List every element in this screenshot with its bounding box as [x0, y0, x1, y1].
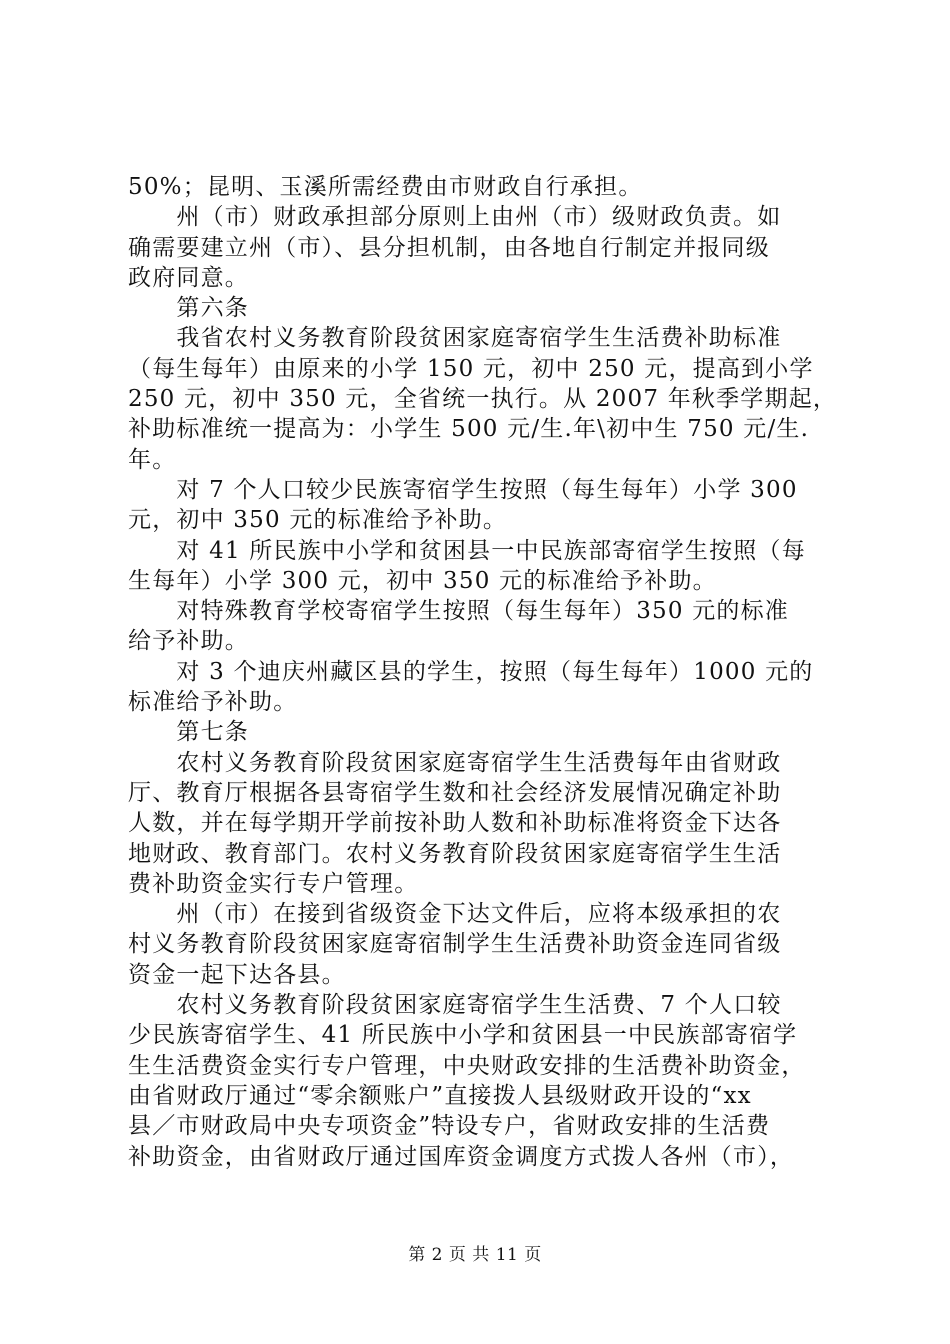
text-line: 少民族寄宿学生、41 所民族中小学和贫困县一中民族部寄宿学 [128, 1022, 798, 1049]
text-line: 资金一起下达各县。 [128, 961, 346, 988]
document-body [128, 172, 838, 1172]
text-line: 农村义务教育阶段贫困家庭寄宿学生生活费、7 个人口较 [128, 992, 782, 1019]
text-line: 政府同意。 [128, 264, 249, 291]
text-line: 给予补助。 [128, 628, 249, 655]
text-line: 补助资金，由省财政厅通过国库资金调度方式拨人各州（市）， [128, 1143, 795, 1170]
text-line: 对 3 个迪庆州藏区县的学生，按照（每生每年）1000 元的 [128, 658, 814, 685]
text-line: 确需要建立州（市）、县分担机制，由各地自行制定并报同级 [128, 234, 770, 261]
text-line: 补助标准统一提高为：小学生 500 元/生.年\初中生 750 元/生. [128, 416, 810, 443]
text-line: 村义务教育阶段贫困家庭寄宿制学生生活费补助资金连同省级 [128, 931, 782, 958]
text-line: 年。 [128, 446, 177, 473]
text-line: 厅、教育厅根据各县寄宿学生数和社会经济发展情况确定补助 [128, 779, 782, 806]
text-line: 第六条 [128, 295, 249, 322]
text-line: 州（市）财政承担部分原则上由州（市）级财政负责。如 [128, 204, 782, 231]
text-line: 生每年）小学 300 元，初中 350 元的标准给予补助。 [128, 567, 717, 594]
text-line: 对特殊教育学校寄宿学生按照（每生每年）350 元的标准 [128, 598, 790, 625]
page-footer: 第 2 页 共 11 页 [408, 1245, 542, 1265]
text-line: （每生每年）由原来的小学 150 元，初中 250 元，提高到小学 [128, 355, 814, 382]
text-line: 我省农村义务教育阶段贫困家庭寄宿学生生活费补助标准 [128, 325, 782, 352]
text-line: 地财政、教育部门。农村义务教育阶段贫困家庭寄宿学生生活 [128, 840, 782, 867]
text-line: 元，初中 350 元的标准给予补助。 [128, 507, 508, 534]
text-line: 费补助资金实行专户管理。 [128, 870, 419, 897]
text-line: 人数，并在每学期开学前按补助人数和补助标准将资金下达各 [128, 810, 782, 837]
text-line: 第七条 [128, 719, 249, 746]
text-line: 由省财政厅通过“零余额账户”直接拨人县级财政开设的“xx [128, 1082, 752, 1109]
text-line: 生生活费资金实行专户管理，中央财政安排的生活费补助资金， [128, 1052, 806, 1079]
text-line: 县／市财政局中央专项资金”特设专户，省财政安排的生活费 [128, 1113, 771, 1140]
text-line: 州（市）在接到省级资金下达文件后，应将本级承担的农 [128, 901, 782, 928]
text-line: 50%；昆明、玉溪所需经费由市财政自行承担。 [128, 174, 643, 200]
text-line: 标准给予补助。 [128, 689, 298, 716]
text-line: 对 7 个人口较少民族寄宿学生按照（每生每年）小学 300 [128, 476, 798, 503]
text-line: 250 元，初中 350 元，全省统一执行。从 2007 年秋季学期起， [128, 386, 838, 413]
text-line: 对 41 所民族中小学和贫困县一中民族部寄宿学生按照（每 [128, 537, 806, 564]
text-line: 农村义务教育阶段贫困家庭寄宿学生生活费每年由省财政 [128, 749, 782, 776]
